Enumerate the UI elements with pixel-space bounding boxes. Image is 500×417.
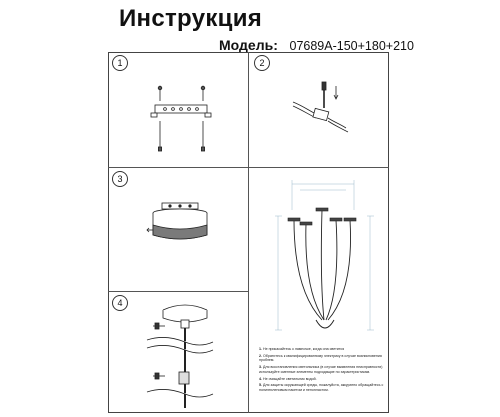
document-title: Инструкция: [119, 5, 263, 32]
note-number: 2.: [259, 353, 262, 358]
note-item: [259, 377, 385, 382]
note-item: [259, 383, 385, 392]
canopy-illustration: [145, 195, 215, 255]
grid-divider-v: [248, 52, 249, 413]
wiring-illustration: [288, 80, 358, 140]
grid-divider-h2: [108, 291, 248, 292]
notes-list: [259, 347, 385, 395]
note-number: 3.: [259, 365, 262, 370]
note-item: [259, 365, 385, 374]
note-text: Не очищайте светильник водой.: [263, 376, 317, 381]
note-text: Не прикасайтесь к лампочке, когда она светится: [263, 347, 345, 351]
note-item: [259, 347, 385, 352]
step-number-1: 1: [112, 55, 128, 71]
chandelier-dimension-drawing: [270, 180, 380, 340]
model-label: Модель:: [219, 37, 278, 53]
model-row: [219, 37, 414, 53]
mounting-plate-illustration: [145, 85, 225, 155]
model-number: 07689A-150+180+210: [289, 39, 414, 53]
step-number-3: 3: [112, 171, 128, 187]
note-text: Обратитесь к квалифицированному электрику в случае возникновения проблем.: [259, 353, 382, 363]
note-number: 4.: [259, 376, 262, 381]
note-number: 1.: [259, 347, 262, 351]
note-number: 5.: [259, 383, 262, 388]
note-text: Для восстановления светильника (в случае выявления неисправности) используйте сменные элементы подходящие по характеристикам.: [259, 365, 383, 374]
cable-adjust-illustration: [145, 300, 215, 410]
step-number-2: 2: [254, 55, 270, 71]
step-number-4: 4: [112, 295, 128, 311]
note-item: [259, 354, 385, 363]
note-text: Для защиты окружающей среды, пожалуйста, аккуратно обращайтесь с полиэтиленовым пакетом и пенопластом.: [259, 383, 384, 392]
